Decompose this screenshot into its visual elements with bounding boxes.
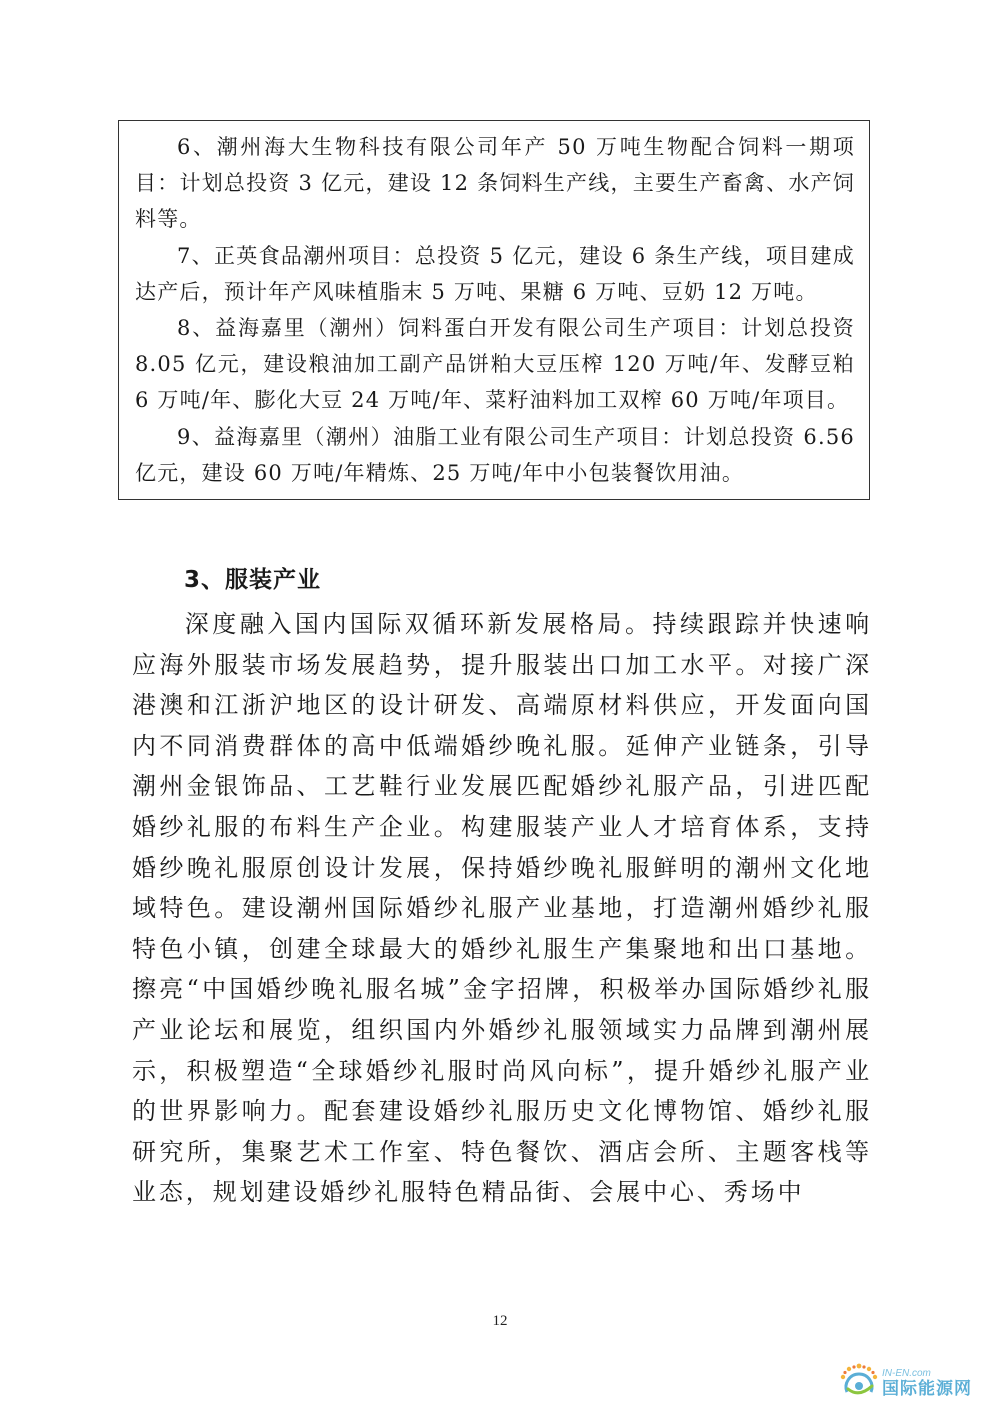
project-item-8: 8、益海嘉里（潮州）饲料蛋白开发有限公司生产项目：计划总投资 8.05 亿元，建设粮油加工副产品饼粕大豆压榨 120 万吨/年、发酵豆粕 6 万吨/年、膨化大豆 24 万吨/年、菜籽油料加工双榨 60 万吨/年项目。 <box>135 316 855 413</box>
section-body-paragraph: 深度融入国内国际双循环新发展格局。持续跟踪并快速响应海外服装市场发展趋势，提升服装出口加工水平。对接广深港澳和江浙沪地区的设计研发、高端原材料供应，开发面向国内不同消费群体的高中低端婚纱晚礼服。延伸产业链条，引导潮州金银饰品、工艺鞋行业发展匹配婚纱礼服产品，引进匹配婚纱礼服的布料生产企业。构建服装产业人才培育体系，支持婚纱晚礼服原创设计发展，保持婚纱晚礼服鲜明的潮州文化地域特色。建设潮州国际婚纱礼服产业基地，打造潮州婚纱礼服特色小镇，创建全球最大的婚纱礼服生产集聚地和出口基地。擦亮“中国婚纱晚礼服名城”金字招牌，积极举办国际婚纱礼服产业论坛和展览，组织国内外婚纱礼服领域实力品牌到潮州展示，积极塑造“全球婚纱礼服时尚风向标”，提升婚纱礼服产业的世界影响力。配套建设婚纱礼服历史文化博物馆、婚纱礼服研究所，集聚艺术工作室、特色餐饮、酒店会所、主题客栈等业态，规划建设婚纱礼服特色精品街、会展中心、秀场中 <box>132 610 872 1207</box>
project-item-9: 9、益海嘉里（潮州）油脂工业有限公司生产项目：计划总投资 6.56 亿元，建设 60 万吨/年精炼、25 万吨/年中小包装餐饮用油。 <box>135 424 855 485</box>
watermark <box>838 1360 988 1406</box>
project-list-box <box>118 120 870 500</box>
watermark-site: IN-EN.com <box>882 1367 931 1379</box>
section-heading: 3、服装产业 <box>184 567 322 593</box>
page-number: 12 <box>492 1313 508 1329</box>
watermark-name: 国际能源网 <box>882 1378 972 1399</box>
in-en-sun-logo-icon <box>838 1362 880 1404</box>
project-item-6: 6、潮州海大生物科技有限公司年产 50 万吨生物配合饲料一期项目：计划总投资 3 亿元，建设 12 条饲料生产线，主要生产畜禽、水产饲料等。 <box>135 135 855 232</box>
project-item-7: 7、正英食品潮州项目：总投资 5 亿元，建设 6 条生产线，项目建成达产后，预计年产风味植脂末 5 万吨、果糖 6 万吨、豆奶 12 万吨。 <box>135 243 855 304</box>
